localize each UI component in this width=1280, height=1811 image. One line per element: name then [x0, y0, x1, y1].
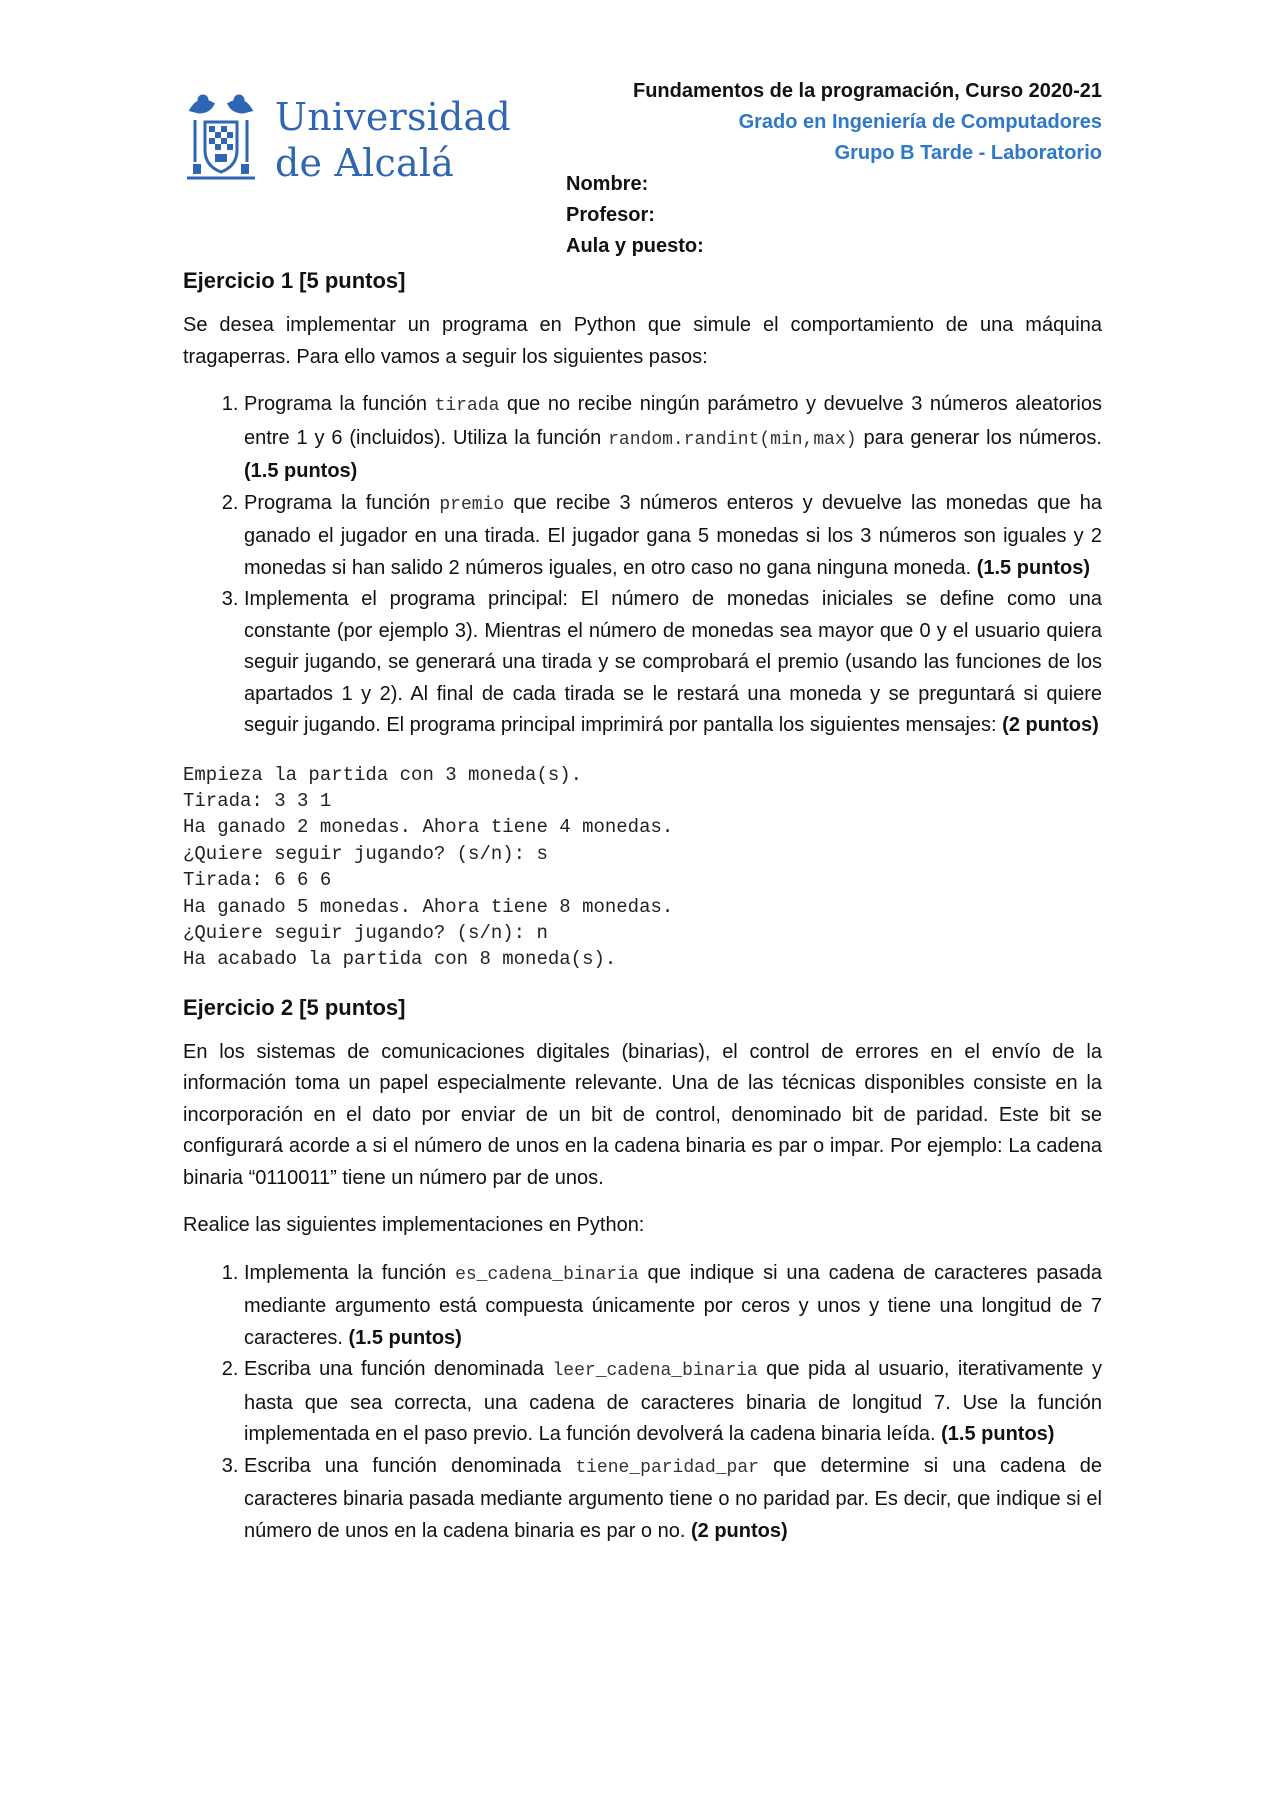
console-line: Tirada: 6 6 6 [183, 869, 332, 892]
step-text: Implementa el programa principal: El número de monedas iniciales se define como una constante (por ejemplo 3). Mientras el número de monedas sea mayor que 0 y el usuario quiera seguir jugando, se generará una tirada y se comprobará el premio (usando las funciones de los apartados 1 y 2). Al final de cada tirada se le restará una moneda y se preguntará si quiere seguir jugando. El programa principal imprimirá por pantalla los siguientes mensajes: [244, 588, 1102, 736]
university-logo [183, 92, 511, 188]
step-text: para generar los números. [856, 426, 1102, 449]
function-call: random.randint(min,max) [608, 429, 857, 450]
console-line: Tirada: 3 3 1 [183, 789, 332, 812]
course-title: Fundamentos de la programación, Curso 2020-21 [632, 80, 1102, 102]
field-nombre: Nombre: [566, 173, 649, 195]
console-line: Empieza la partida con 3 moneda(s). [183, 763, 583, 786]
exercise1-intro: Se desea implementar un programa en Python que simule el comportamiento de una máquina tragaperras. Para ello vamos a seguir los siguientes pasos: [183, 314, 1102, 368]
exercise2-steps [183, 1258, 1102, 1548]
field-profesor: Profesor: [566, 204, 655, 226]
step-text: Implementa la función [244, 1261, 456, 1284]
function-name: leer_cadena_binaria [552, 1361, 758, 1382]
field-aula: Aula y puesto: [566, 235, 704, 257]
points-label: (1.5 puntos) [244, 460, 358, 482]
exercise2-step3 [244, 1451, 1102, 1548]
console-line: Ha ganado 5 monedas. Ahora tiene 8 monedas. [183, 895, 674, 918]
logo-wordmark [275, 94, 511, 186]
step-text: Escriba una función denominada [244, 1454, 576, 1477]
exam-content [183, 264, 1102, 1567]
exercise1-step3 [244, 584, 1102, 742]
logo-line2: de Alcalá [275, 141, 455, 185]
degree-title: Grado en Ingeniería de Computadores [738, 111, 1102, 133]
group-title: Grupo B Tarde - Laboratorio [834, 142, 1102, 164]
points-label: (1.5 puntos) [976, 556, 1091, 579]
console-line: ¿Quiere seguir jugando? (s/n): n [183, 921, 548, 944]
console-line: Ha ganado 2 monedas. Ahora tiene 4 monedas. [183, 816, 674, 839]
points-label: (2 puntos) [1002, 714, 1099, 736]
student-fields [566, 169, 704, 262]
exercise2-step1 [244, 1258, 1102, 1355]
step-text: que pida al usuario, iterativamente y hasta que sea correcta, una cadena de caracteres binaria de longitud 7. Use la función implementada en el paso previo. La función devolverá la cadena binaria leída. [244, 1358, 1102, 1446]
step-text: Escriba una función denominada [244, 1358, 553, 1381]
exercise2-intro2: Realice las siguientes implementaciones en Python: [183, 1214, 645, 1237]
points-label: (1.5 puntos) [941, 1423, 1055, 1446]
points-label: (1.5 puntos) [348, 1326, 462, 1349]
exercise1-title: Ejercicio 1 [5 puntos] [183, 268, 406, 293]
course-header [633, 76, 1102, 169]
function-name: premio [439, 494, 505, 515]
exercise2-title: Ejercicio 2 [5 puntos] [183, 994, 406, 1020]
points-label: (2 puntos) [690, 1519, 788, 1542]
step-text: que indique si una cadena de caracteres pasada mediante argumento está compuesta únicamente por ceros y unos y tiene una longitud de 7 caracteres. [244, 1261, 1102, 1349]
step-text: que no recibe ningún parámetro y devuelve 3 números aleatorios entre 1 y 6 (incluidos). Utiliza la función [244, 393, 1103, 449]
function-name: es_cadena_binaria [455, 1264, 639, 1285]
console-line: ¿Quiere seguir jugando? (s/n): s [183, 842, 548, 865]
exercise2-intro: En los sistemas de comunicaciones digitales (binarias), el control de errores en el envío de la información toma un papel especialmente relevante. Una de las técnicas disponibles consiste en la incorporación en el dato por enviar de un bit de control, denominado bit de paridad. Este bit se configurará acorde a si el número de unos en la cadena binaria es par o impar. Por ejemplo: La cadena binaria “0110011” tiene un número par de unos. [183, 1040, 1102, 1189]
step-text: Programa la función [244, 491, 440, 514]
console-line: Ha acabado la partida con 8 moneda(s). [183, 948, 617, 971]
exercise1-step2 [244, 488, 1102, 585]
function-name: tirada [434, 396, 500, 416]
logo-line1: Universidad [275, 95, 511, 139]
exercise1-steps [183, 389, 1102, 742]
step-text: que recibe 3 números enteros y devuelve las monedas que ha ganado el jugador en una tirada. El jugador gana 5 monedas si los 3 números son iguales y 2 monedas si han salido 2 números iguales, en otro caso no gana ninguna moneda. [244, 491, 1103, 579]
function-name: tiene_paridad_par [575, 1457, 759, 1478]
step-text: Programa la función [244, 393, 435, 415]
step-text: que determine si una cadena de caracteres binaria pasada mediante argumento tiene o no paridad par. Es decir, que indique si el número de unos en la cadena binaria es par o no. [244, 1454, 1102, 1542]
university-emblem-icon [183, 92, 259, 188]
console-output [183, 762, 1102, 973]
exercise1-step1 [244, 389, 1102, 488]
exercise2-step2 [244, 1354, 1102, 1451]
